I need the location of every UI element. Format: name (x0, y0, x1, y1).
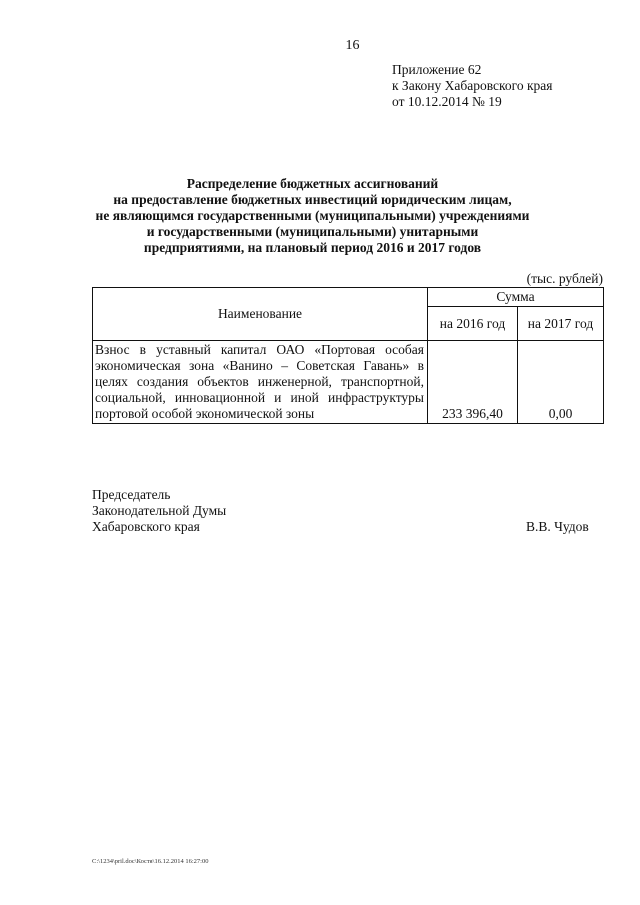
appendix-line-1: Приложение 62 (392, 62, 482, 77)
appendix-header (392, 62, 553, 110)
title-line-1: Распределение бюджетных ассигнований (186, 176, 439, 191)
signature-line-3: Хабаровского края (92, 519, 200, 534)
table-row (93, 341, 604, 424)
page-number: 16 (345, 38, 360, 53)
header-sum: Сумма (428, 288, 604, 307)
row-value-2017: 0,00 (518, 341, 604, 424)
title-line-4: и государственными (муниципальными) унитарными (146, 224, 479, 239)
signature-block (92, 487, 226, 535)
signature-line-1: Председатель (92, 487, 171, 502)
row-value-2016: 233 396,40 (428, 341, 518, 424)
budget-table (92, 287, 604, 424)
header-name: Наименование (93, 288, 428, 341)
title-line-3: не являющимся государственными (муниципальными) учреждениями (95, 208, 530, 223)
appendix-line-2: к Закону Хабаровского края (392, 78, 553, 93)
row-name-cell: Взнос в уставный капитал ОАО «Портовая особая экономическая зона «Ванино – Советская Гавань» в целях создания объектов инженерной, транспортной, социальной, инновационной и иной инфраструктуры портовой особой экономической зоны (93, 341, 428, 424)
document-title (80, 176, 545, 256)
header-2017: на 2017 год (518, 307, 604, 341)
header-2016: на 2016 год (428, 307, 518, 341)
signature-line-2: Законодательной Думы (92, 503, 227, 518)
units-label: (тыс. рублей) (526, 271, 603, 286)
footer-file-path: C:\1234\pril.doc\Костя\16.12.2014 16:27:00 (92, 858, 209, 865)
signer-name: В.В. Чудов (526, 519, 589, 534)
title-line-5: предприятиями, на плановый период 2016 и 2017 годов (143, 240, 482, 255)
appendix-line-3: от 10.12.2014 № 19 (392, 94, 502, 109)
title-line-2: на предоставление бюджетных инвестиций юридическим лицам, (113, 192, 512, 207)
